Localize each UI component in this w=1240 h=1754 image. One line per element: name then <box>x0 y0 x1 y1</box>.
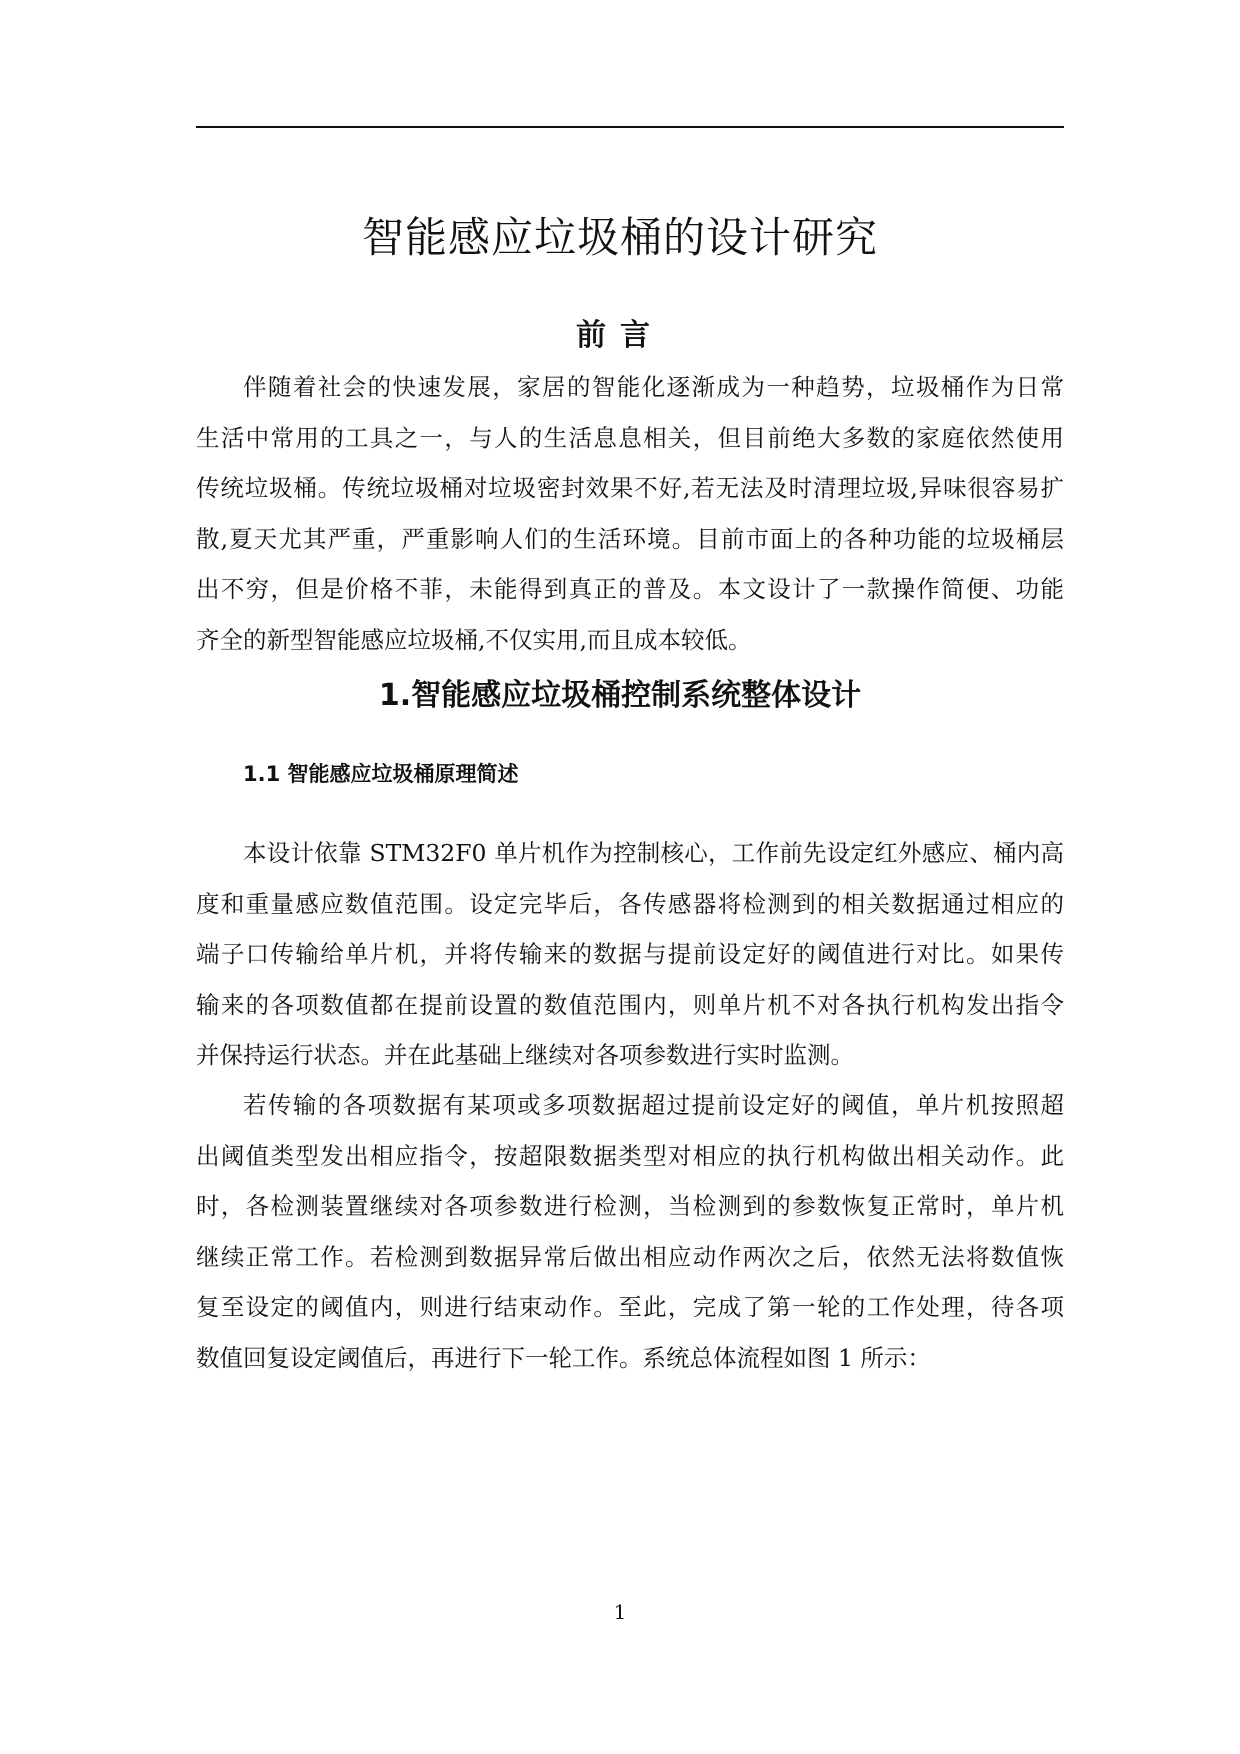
text-line: 时，各检测装置继续对各项参数进行检测，当检测到的参数恢复正常时，单片机 <box>196 1192 1064 1220</box>
document-title: 智能感应垃圾桶的设计研究 <box>361 213 878 262</box>
text-line: 生活中常用的工具之一，与人的生活息息相关，但目前绝大多数的家庭依然使用 <box>196 423 1064 452</box>
text-line: 端子口传输给单片机，并将传输来的数据与提前设定好的阈值进行对比。如果传 <box>196 940 1064 968</box>
text-line: 出阈值类型发出相应指令，按超限数据类型对相应的执行机构做出相关动作。此 <box>196 1141 1064 1170</box>
page-number: 1 <box>613 1600 627 1624</box>
text-line: 传统垃圾桶。传统垃圾桶对垃圾密封效果不好,若无法及时清理垃圾,异味很容易扩 <box>196 474 1064 502</box>
preface-paragraph <box>196 362 1064 665</box>
text-line: 复至设定的阈值内，则进行结束动作。至此，完成了第一轮的工作处理，待各项 <box>196 1293 1064 1321</box>
text-line: 出不穷，但是价格不菲，未能得到真正的普及。本文设计了一款操作简便、功能 <box>196 575 1064 603</box>
body-paragraph-1 <box>196 828 1064 1081</box>
text-line: 度和重量感应数值范围。设定完毕后，各传感器将检测到的相关数据通过相应的 <box>196 889 1064 918</box>
text-line: 齐全的新型智能感应垃圾桶,不仅实用,而且成本较低。 <box>196 625 752 654</box>
text-line: 散,夏天尤其严重，严重影响人们的生活环境。目前市面上的各种功能的垃圾桶层 <box>196 524 1064 553</box>
body-paragraph-2 <box>196 1080 1064 1383</box>
subsection-heading: 1.1 智能感应垃圾桶原理简述 <box>243 762 519 786</box>
text-line: 输来的各项数值都在提前设置的数值范围内，则单片机不对各执行机构发出指令 <box>196 990 1064 1019</box>
text-line: 若传输的各项数据有某项或多项数据超过提前设定好的阈值，单片机按照超 <box>243 1091 1064 1119</box>
text-line: 伴随着社会的快速发展，家居的智能化逐渐成为一种趋势，垃圾桶作为日常 <box>243 373 1064 401</box>
text-line: 数值回复设定阈值后，再进行下一轮工作。系统总体流程如图 1 所示： <box>196 1343 931 1372</box>
header-rule <box>196 126 1064 128</box>
text-line: 本设计依靠 STM32F0 单片机作为控制核心，工作前先设定红外感应、桶内高 <box>243 839 1064 867</box>
section-heading: 1.智能感应垃圾桶控制系统整体设计 <box>378 678 862 713</box>
preface-heading: 前言 <box>576 318 664 353</box>
text-line: 并保持运行状态。并在此基础上继续对各项参数进行实时监测。 <box>196 1041 854 1069</box>
text-line: 继续正常工作。若检测到数据异常后做出相应动作两次之后，依然无法将数值恢 <box>196 1242 1064 1271</box>
